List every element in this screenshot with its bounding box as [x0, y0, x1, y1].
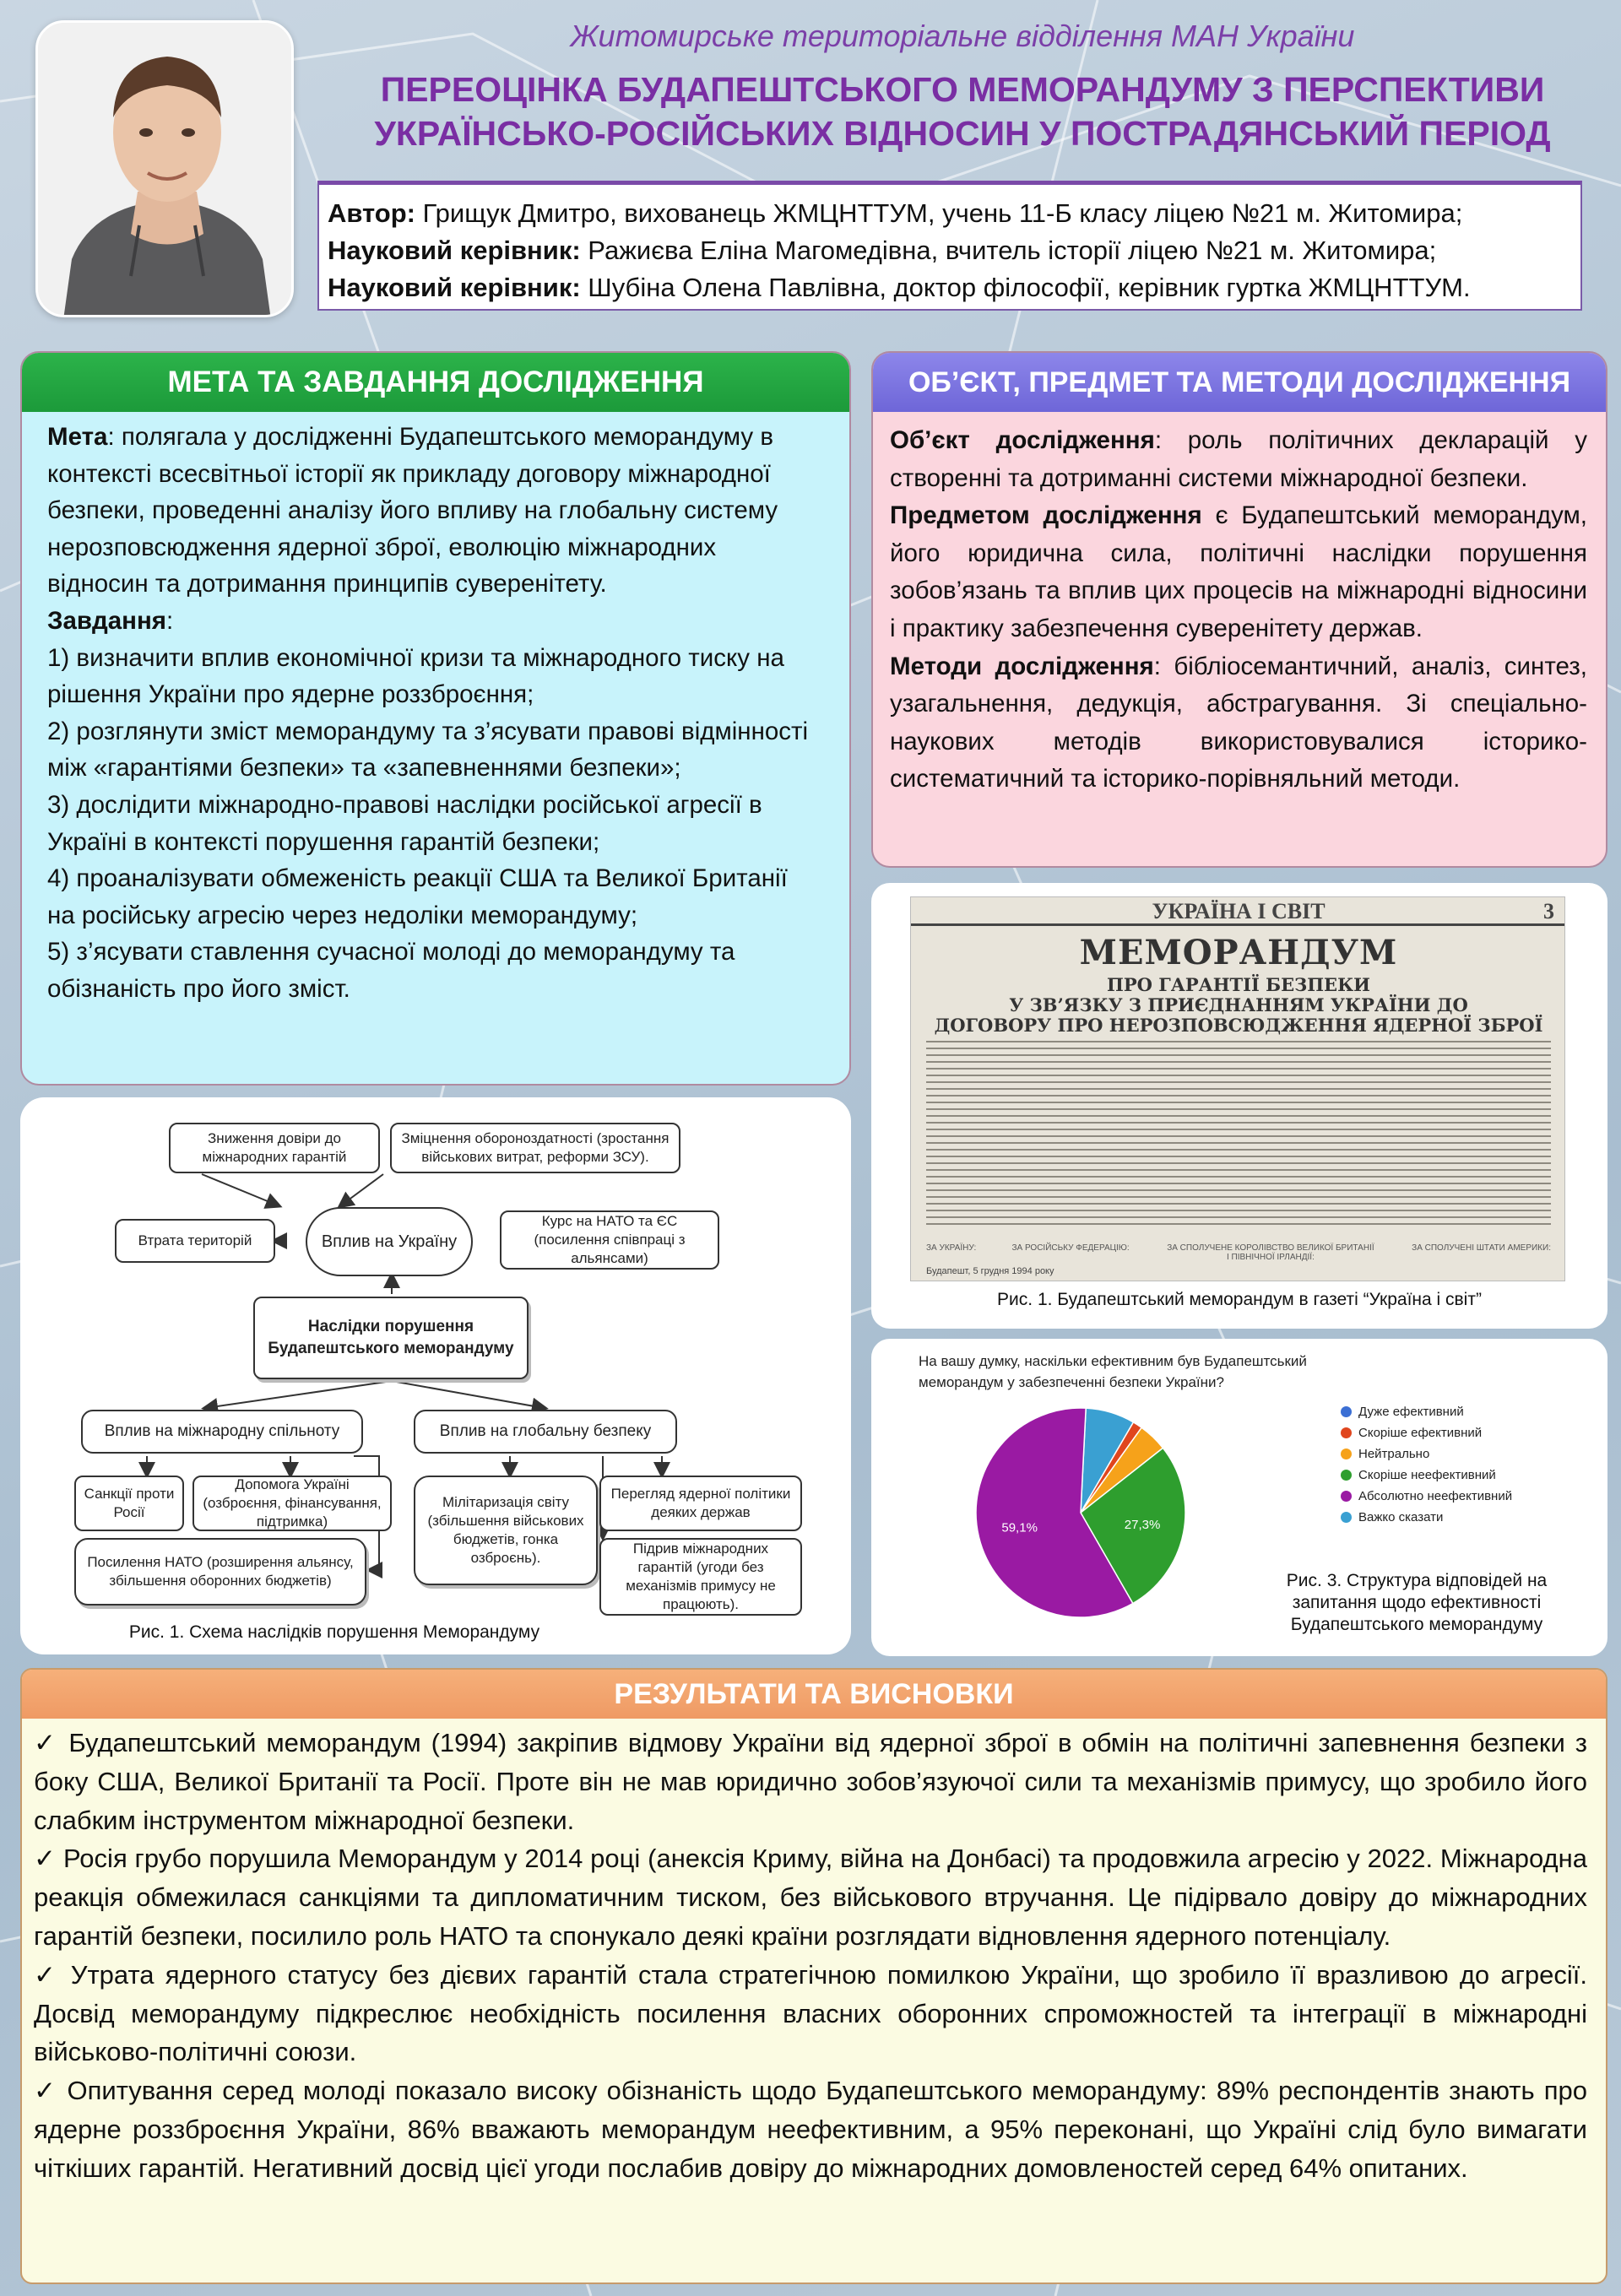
author-label: Автор:	[328, 198, 416, 228]
scheme-box-natogrow: Посилення НАТО (розширення альянсу, збільшення оборонних бюджетів)	[74, 1538, 366, 1606]
legend-label-1: Дуже ефективний	[1358, 1405, 1464, 1419]
legend-label-2: Скоріше ефективний	[1358, 1426, 1483, 1440]
results-heading: РЕЗУЛЬТАТИ ТА ВИСНОВКИ	[22, 1670, 1606, 1719]
newspaper-title: МЕМОРАНДУМ	[1079, 933, 1398, 972]
object-panel	[871, 351, 1607, 868]
subject-paragraph	[890, 497, 1587, 647]
pie-caption	[1248, 1570, 1586, 1636]
newspaper-date: Будапешт, 5 грудня 1994 року	[926, 1266, 1054, 1276]
newspaper-caption: Рис. 1. Будапештський меморандум в газеті “Україна і світ”	[997, 1290, 1482, 1309]
authors-box	[317, 181, 1582, 311]
legend-item-3	[1341, 1447, 1429, 1461]
pie-data-label-4: 27,3%	[1124, 1518, 1161, 1533]
pie-caption-line3: Будапештського меморандуму	[1290, 1615, 1543, 1634]
task-item: 5) з’ясувати ставлення сучасної молоді до меморандуму та обізнаність про його зміст.	[47, 938, 735, 1003]
newspaper-subtitle-3: ДОГОВОРУ ПРО НЕРОЗПОВСЮДЖЕННЯ ЯДЕРНОЇ ЗБРОЇ	[934, 1015, 1543, 1036]
legend-swatch-1	[1341, 1406, 1352, 1417]
subject-text: є Будапештський меморандум, його юридична сила, політичні наслідки порушення зобов’язань та вплив цих процесів на міжнародні відносини і практику забезпечення суверенітету держав.	[890, 501, 1587, 642]
legend-swatch-5	[1341, 1491, 1352, 1502]
methods-label: Методи дослідження	[890, 652, 1154, 680]
sig-uk: ЗА СПОЛУЧЕНЕ КОРОЛІВСТВО ВЕЛИКОЇ БРИТАНІЇ І ПІВНІЧНОЇ ІРЛАНДІЇ:	[1167, 1243, 1374, 1262]
scheme-box-territory: Втрата територій	[115, 1219, 275, 1263]
legend-item-5	[1341, 1489, 1512, 1503]
pie-data-label-5: 59,1%	[1001, 1520, 1038, 1535]
legend-label-3: Нейтрально	[1358, 1447, 1430, 1461]
scheme-box-defense: Зміцнення обороноздатності (зростання військових витрат, реформи ЗСУ).	[390, 1123, 680, 1173]
supervisor-line-1	[328, 232, 1572, 269]
author-line	[328, 195, 1572, 232]
author-portrait-image	[38, 23, 294, 317]
supervisor-label-2: Науковий керівник:	[328, 273, 581, 302]
scheme-box-ukraine: Вплив на Україну	[306, 1207, 473, 1276]
scheme-box-nuclear: Перегляд ядерної політики деяких держав	[599, 1476, 802, 1531]
pie-chart-panel	[871, 1339, 1607, 1656]
legend-swatch-3	[1341, 1449, 1352, 1459]
tasks-colon: :	[166, 606, 174, 635]
supervisor-line-2	[328, 269, 1572, 306]
object-paragraph	[890, 422, 1587, 497]
tasks-label: Завдання	[47, 606, 167, 635]
supervisor-label-1: Науковий керівник:	[328, 236, 581, 265]
poster-title-line2: УКРАЇНСЬКО-РОСІЙСЬКИХ ВІДНОСИН У ПОСТРАДЯНСЬКИЙ ПЕРІОД	[374, 114, 1551, 153]
results-panel	[20, 1668, 1607, 2284]
poster-title	[321, 68, 1604, 155]
legend-label-6: Важко сказати	[1358, 1510, 1444, 1524]
scheme-box-milit: Мілітаризація світу (збільшення військових бюджетів, гонка озброєнь).	[414, 1476, 598, 1585]
legend-label-5: Абсолютно неефективний	[1358, 1489, 1513, 1503]
scheme-box-undermine: Підрив міжнародних гарантій (угоди без механізмів примусу не працюють).	[599, 1538, 802, 1616]
object-body	[873, 412, 1606, 799]
scheme-box-sanctions: Санкції проти Росії	[74, 1476, 184, 1531]
sig-usa: ЗА СПОЛУЧЕНІ ШТАТИ АМЕРИКИ:	[1412, 1243, 1551, 1253]
newspaper-image	[910, 896, 1565, 1281]
author-photo	[35, 20, 294, 317]
scheme-caption: Рис. 1. Схема наслідків порушення Меморандуму	[128, 1622, 540, 1642]
newspaper-panel	[871, 883, 1607, 1329]
newspaper-header: УКРАЇНА І СВІТ	[911, 897, 1565, 926]
sig-russia: ЗА РОСІЙСЬКУ ФЕДЕРАЦІЮ:	[1011, 1243, 1130, 1253]
aim-label: Мета	[47, 423, 108, 451]
object-text: : роль політичних декларацій у створенні та дотриманні системи міжнародної безпеки.	[890, 426, 1587, 492]
aim-text: : полягала у дослідженні Будапештського меморандуму в контексті всесвітньої історії як прикладу договору міжнародної безпеки, проведенні аналізу його впливу на глобальну систему нерозповсюдження ядерної зброї, еволюцію міжнародних відносин та дотримання принципів суверенітету.	[47, 423, 778, 598]
supervisor-text-2: Шубіна Олена Павлівна, доктор філософії, керівник гуртка ЖМЦНТТУМ.	[580, 273, 1471, 302]
scheme-box-nato: Курс на НАТО та ЄС (посилення співпраці з альянсами)	[500, 1210, 719, 1270]
scheme-box-help: Допомога Україні (озброєння, фінансування, підтримка)	[192, 1476, 392, 1531]
supervisor-text-1: Ражиєва Еліна Магомедівна, вчитель історії ліцею №21 м. Житомира;	[580, 236, 1437, 265]
pie-caption-line2: запитання щодо ефективності	[1292, 1593, 1542, 1612]
legend-swatch-4	[1341, 1470, 1352, 1481]
legend-item-4	[1341, 1468, 1496, 1482]
chart-title: На вашу думку, наскільки ефективним був Будапештський меморандум у забезпеченні безпеки України?	[919, 1353, 1307, 1390]
result-item: ✓ Будапештський меморандум (1994) закріпив відмову України від ядерної зброї в обмін на політичні запевнення безпеки з боку США, Великої Британії та Росії. Проте він не мав юридично зобов’язуючої сили та механізмів примусу, що зробило його слабким інструментом міжнародної безпеки.	[34, 1728, 1587, 1835]
scheme-box-global: Вплив на глобальну безпеку	[414, 1410, 677, 1454]
sig-ukraine: ЗА УКРАЇНУ:	[926, 1243, 977, 1253]
newspaper-subtitle-2: У ЗВ’ЯЗКУ З ПРИЄДНАННЯМ УКРАЇНИ ДО	[1009, 994, 1468, 1015]
scheme-panel	[20, 1097, 851, 1654]
scheme-box-trust: Зниження довіри до міжнародних гарантій	[169, 1123, 380, 1173]
legend-swatch-2	[1341, 1427, 1352, 1438]
poster-title-line1: ПЕРЕОЦІНКА БУДАПЕШТСЬКОГО МЕМОРАНДУМУ З ПЕРСПЕКТИВИ	[380, 70, 1545, 109]
result-item: ✓ Росія грубо порушила Меморандум у 2014 році (анексія Криму, війна на Донбасі) та продовжила агресію у 2022. Міжнародна реакція обмежилася санкціями та дипломатичним тиском, без військового втручання. Це підірвало довіру до міжнародних гарантій безпеки, посилило роль НАТО та спонукало деякі країни розглядати відновлення ядерного потенціалу.	[34, 1844, 1587, 1951]
legend-item-6	[1341, 1510, 1443, 1524]
result-item: ✓ Утрата ядерного статусу без дієвих гарантій стала стратегічною помилкою України, що зробило її вразливою до агресії. Досвід меморандуму підкреслює необхідність посилення власних оборонних спроможностей та інтеграції в міжнародні військово-політичні союзи.	[34, 1959, 1587, 2067]
newspaper-signatures	[926, 1243, 1551, 1262]
pie-caption-line1: Рис. 3. Структура відповідей на	[1286, 1571, 1548, 1590]
goal-tasks-title	[47, 603, 816, 640]
methods-paragraph	[890, 648, 1587, 799]
goal-heading: МЕТА ТА ЗАВДАННЯ ДОСЛІДЖЕННЯ	[22, 353, 849, 412]
subject-label: Предметом дослідження	[890, 501, 1202, 530]
object-heading: ОБ’ЄКТ, ПРЕДМЕТ ТА МЕТОДИ ДОСЛІДЖЕННЯ	[873, 353, 1606, 412]
scheme-box-main: Наслідки порушення Будапештського меморандуму	[253, 1297, 529, 1379]
newspaper-subtitle-1: ПРО ГАРАНТІЇ БЕЗПЕКИ	[1106, 974, 1371, 995]
legend-item-2	[1341, 1426, 1482, 1440]
results-body	[22, 1719, 1606, 2188]
scheme-box-intl: Вплив на міжнародну спільноту	[81, 1410, 363, 1454]
methods-text: : бібліосемантичний, аналіз, синтез, узагальнення, дедукція, абстрагування. Зі спеціально-наукових методів використовувалися історико-систематичний та історико-порівняльний методи.	[890, 652, 1587, 793]
task-item: 2) розглянути зміст меморандуму та з’ясувати правові відмінності між «гарантіями безпеки» та «запевненнями безпеки»;	[47, 717, 809, 782]
task-item: 3) дослідити міжнародно-правові наслідки російської агресії в Україні в контексті порушення гарантій безпеки;	[47, 790, 762, 856]
task-item: 4) проаналізувати обмеженість реакції США та Великої Британії на російську агресію через недоліки меморандуму;	[47, 864, 788, 929]
goal-aim	[47, 419, 816, 603]
legend-label-4: Скоріше неефективний	[1358, 1468, 1496, 1482]
object-label: Об’єкт дослідження	[890, 426, 1155, 454]
author-text: Грищук Дмитро, вихованець ЖМЦНТТУМ, учень 11-Б класу ліцею №21 м. Житомира;	[415, 198, 1463, 228]
goal-panel	[20, 351, 851, 1086]
newspaper-page-number: 3	[1543, 899, 1554, 923]
legend-item-1	[1341, 1405, 1464, 1419]
legend-swatch-6	[1341, 1512, 1352, 1523]
organization-name: Житомирське територіальне відділення МАН України	[570, 19, 1355, 53]
result-item: ✓ Опитування серед молоді показало високу обізнаність щодо Будапештського меморандуму: 89% респондентів знають про ядерне роззброєння України, 86% вважають меморандум неефективним, а 95% переконані, що Україні слід було вимагати чіткіших гарантій. Негативний досвід цієї угоди послабив довіру до міжнародних домовленостей серед 64% опитаних.	[34, 2076, 1587, 2183]
goal-body	[22, 412, 849, 1008]
newspaper-body-text	[926, 1041, 1551, 1235]
task-item: 1) визначити вплив економічної кризи та міжнародного тиску на рішення України про ядерне роззброєння;	[47, 643, 784, 709]
